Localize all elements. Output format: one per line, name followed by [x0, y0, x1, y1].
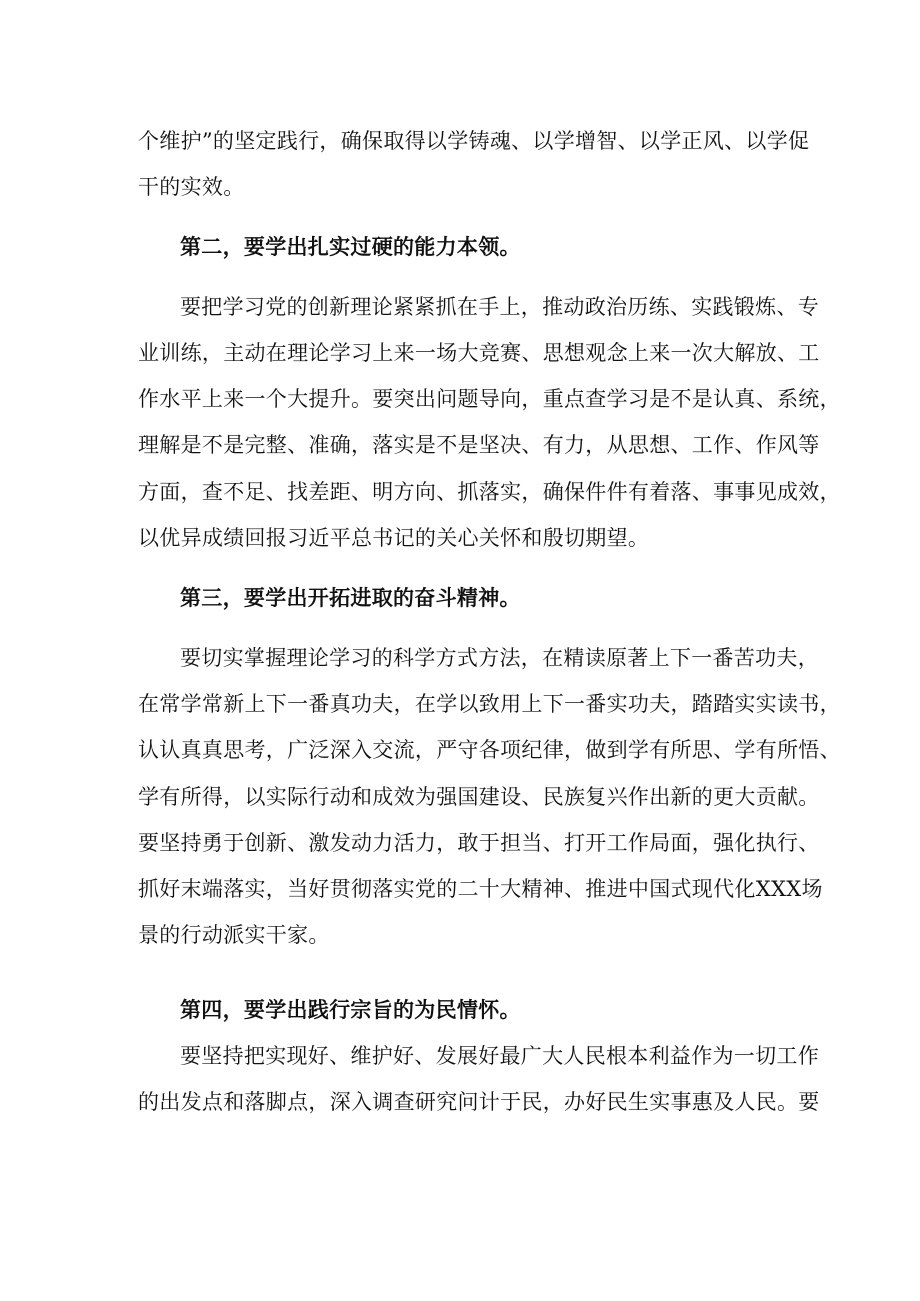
body-text-line: 要把学习党的创新理论紧紧抓在手上，推动政治历练、实践锻炼、专: [180, 295, 819, 319]
body-text-line: 在常学常新上下一番真功夫，在学以致用上下一番实功夫，踏踏实实读书，: [138, 692, 841, 716]
body-text-line: 学有所得，以实际行动和成效为强国建设、民族复兴作出新的更大贡献。: [138, 785, 820, 809]
body-text-line: 抓好末端落实，当好贯彻落实党的二十大精神、推进中国式现代化XXX场: [138, 877, 823, 901]
body-text-line: 方面，查不足、找差距、明方向、抓落实，确保件件有着落、事事见成效，: [138, 480, 841, 504]
section-heading-4: 第四，要学出践行宗旨的为民情怀。: [180, 998, 521, 1022]
body-text-line: 景的行动派实干家。: [138, 923, 330, 947]
body-text-line: 的出发点和落脚点，深入调查研究问计于民，办好民生实事惠及人民。要: [138, 1090, 820, 1114]
body-text-line: 认认真真思考，广泛深入交流，严守各项纪律，做到学有所思、学有所悟、: [138, 738, 841, 762]
section-heading-2: 第二，要学出扎实过硬的能力本领。: [180, 235, 521, 259]
body-text-line: 理解是不是完整、准确，落实是不是坚决、有力，从思想、工作、作风等: [138, 433, 820, 457]
body-text-line: 要切实掌握理论学习的科学方式方法，在精读原著上下一番苦功夫，: [180, 646, 819, 670]
body-text-line: 要坚持勇于创新、激发动力活力，敢于担当、打开工作局面，强化执行、: [138, 831, 820, 855]
section-heading-3: 第三，要学出开拓进取的奋斗精神。: [180, 586, 521, 610]
body-text-line: 干的实效。: [138, 175, 245, 199]
body-text-line: 要坚持把实现好、维护好、发展好最广大人民根本利益作为一切工作: [180, 1044, 819, 1068]
body-text-line: 作水平上来一个大提升。要突出问题导向，重点查学习是不是认真、系统，: [138, 387, 841, 411]
body-text-line: 业训练，主动在理论学习上来一场大竞赛、思想观念上来一次大解放、工: [138, 341, 820, 365]
body-text-line: 个维护”的坚定践行，确保取得以学铸魂、以学增智、以学正风、以学促: [138, 129, 810, 153]
body-text-line: 以优异成绩回报习近平总书记的关心关怀和殷切期望。: [138, 526, 650, 550]
